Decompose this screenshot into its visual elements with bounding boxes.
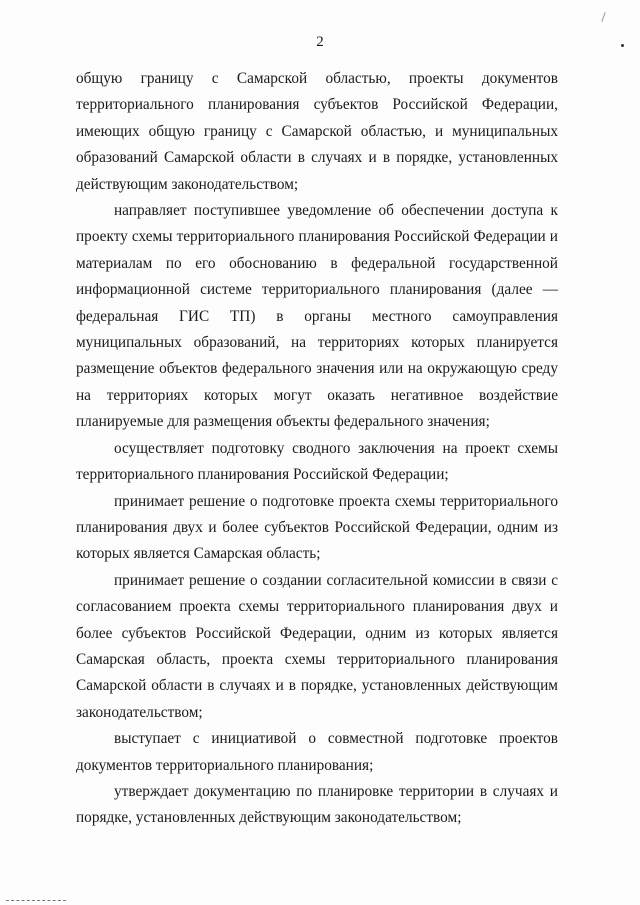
paragraph-6: выступает с инициативой о совместной подготовке проектов документов территориального планирования;	[76, 730, 558, 774]
paragraph-7: утверждает документацию по планировке территории в случаях и порядке, установленных действующим законодательством;	[76, 782, 558, 827]
scan-edge-line	[6, 900, 66, 901]
paragraph-4: принимает решение о подготовке проекта схемы территориального планирования двух и более субъектов Российской Федерации, одним из которых является Самарская область;	[76, 492, 558, 563]
document-body	[76, 66, 558, 832]
scan-artifact	[601, 12, 605, 22]
page-number: 2	[316, 34, 324, 50]
paragraph-1: общую границу с Самарской областью, проекты документов территориального планирования субъектов Российской Федерации, имеющих общую границу с Самарской областью, и муниципальных образований Самарской области в случаях и в порядке, установленных действующим законодательством;	[76, 70, 558, 193]
paragraph-3: осуществляет подготовку сводного заключения на проект схемы территориального планирования Российской Федерации;	[76, 439, 558, 484]
paragraph-2: направляет поступившее уведомление об обеспечении доступа к проекту схемы территориального планирования Российской Федерации и материалам по его обоснованию в федеральной государственной информационной системе территориального планирования (далее — федеральная ГИС ТП) в органы местного самоуправления муниципальных образований, на территориях которых планируется размещение объектов федерального значения или на окружающую среду на территориях которых могут оказать негативное воздействие планируемые для размещения объекты федерального значения;	[76, 202, 558, 431]
paragraph-5: принимает решение о создании согласительной комиссии в связи с согласованием проекта схемы территориального планирования двух и более субъектов Российской Федерации, одним из которых является Самарская область, проекта схемы территориального планирования Самарской области в случаях и в порядке, установленных действующим законодательством;	[76, 571, 558, 721]
